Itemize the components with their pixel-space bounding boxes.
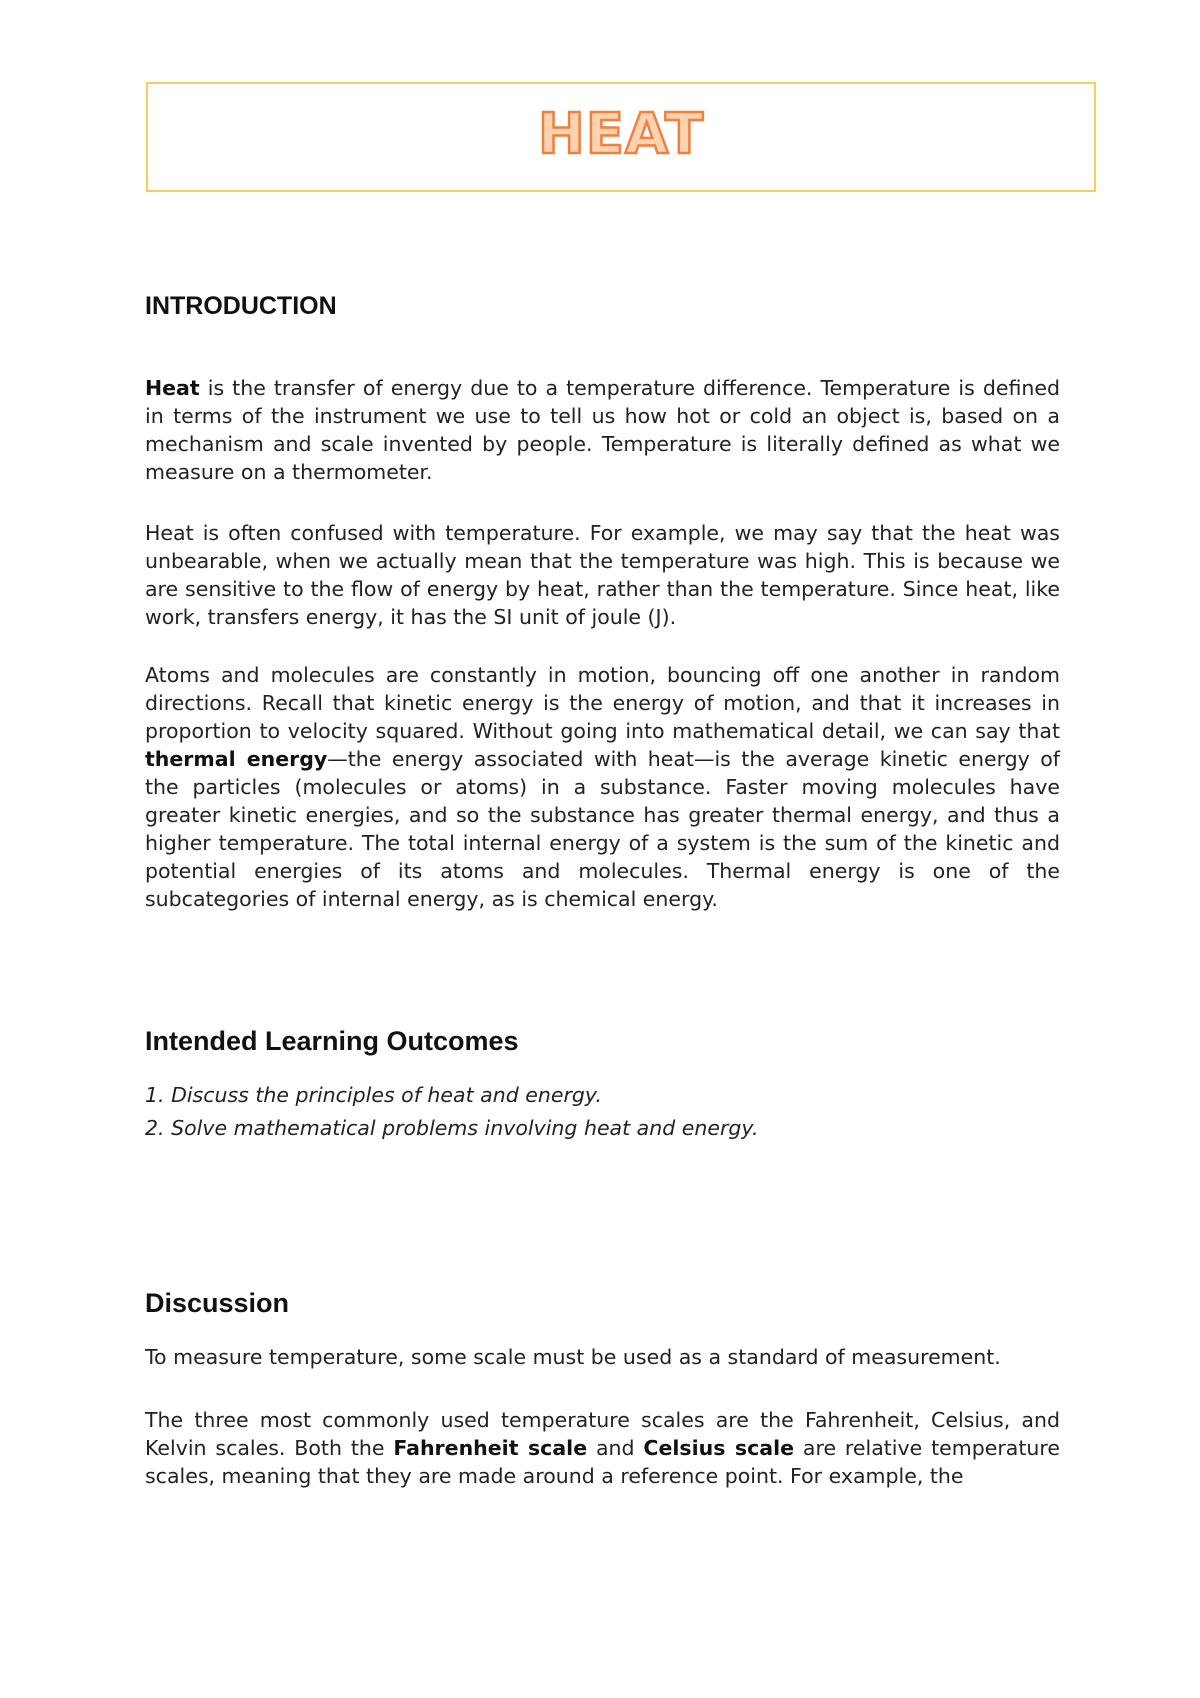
learning-outcome-item: 2. Solve mathematical problems involving heat and energy.: [145, 1116, 759, 1140]
introduction-paragraph-3-text-a: Atoms and molecules are constantly in motion, bouncing off one another in random directions. Recall that kinetic energy is the energy of motion, and that it increases in proportion to velocity squared. Without going into mathematical detail, we can say that: [145, 663, 1060, 743]
introduction-heading: INTRODUCTION: [145, 292, 337, 320]
discussion-heading: Discussion: [145, 1288, 290, 1318]
introduction-paragraph-3: [145, 661, 1060, 913]
discussion-paragraph-2-text-c: are relative temperature scales, meaning that they are made around a reference point. For example, the: [145, 1436, 1060, 1488]
introduction-paragraph-1: [145, 374, 1060, 486]
discussion-paragraph-2: [145, 1406, 1060, 1490]
heat-term: Heat: [145, 376, 200, 400]
thermal-energy-term: thermal energy: [145, 747, 328, 771]
fahrenheit-scale-term: Fahrenheit scale: [393, 1436, 588, 1460]
title-box: [146, 82, 1096, 192]
introduction-paragraph-2: Heat is often confused with temperature. For example, we may say that the heat was unbearable, when we actually mean that the temperature was high. This is because we are sensitive to the flow of energy by heat, rather than the temperature. Since heat, like work, transfers energy, it has the SI unit of joule (J).: [145, 521, 1060, 629]
discussion-paragraph-2-text-a: The three most commonly used temperature scales are the Fahrenheit, Celsius, and Kelvin scales. Both the: [145, 1408, 1060, 1460]
discussion-paragraph-2-text-b: and: [587, 1436, 644, 1460]
celsius-scale-term: Celsius scale: [643, 1436, 795, 1460]
document-title: HEAT: [537, 102, 705, 167]
learning-outcomes-heading: Intended Learning Outcomes: [145, 1026, 519, 1056]
learning-outcome-item: 1. Discuss the principles of heat and energy.: [145, 1083, 602, 1107]
introduction-paragraph-3-text-b: —the energy associated with heat—is the average kinetic energy of the particles (molecules or atoms) in a substance. Faster moving molecules have greater kinetic energies, and so the substance has greater thermal energy, and thus a higher temperature. The total internal energy of a system is the sum of the kinetic and potential energies of its atoms and molecules. Thermal energy is one of the subcategories of internal energy, as is chemical energy.: [145, 747, 1060, 911]
discussion-paragraph-1: To measure temperature, some scale must be used as a standard of measurement.: [145, 1345, 1001, 1369]
introduction-paragraph-1-text: is the transfer of energy due to a temperature difference. Temperature is defined in terms of the instrument we use to tell us how hot or cold an object is, based on a mechanism and scale invented by people. Temperature is literally defined as what we measure on a thermometer.: [145, 376, 1060, 484]
